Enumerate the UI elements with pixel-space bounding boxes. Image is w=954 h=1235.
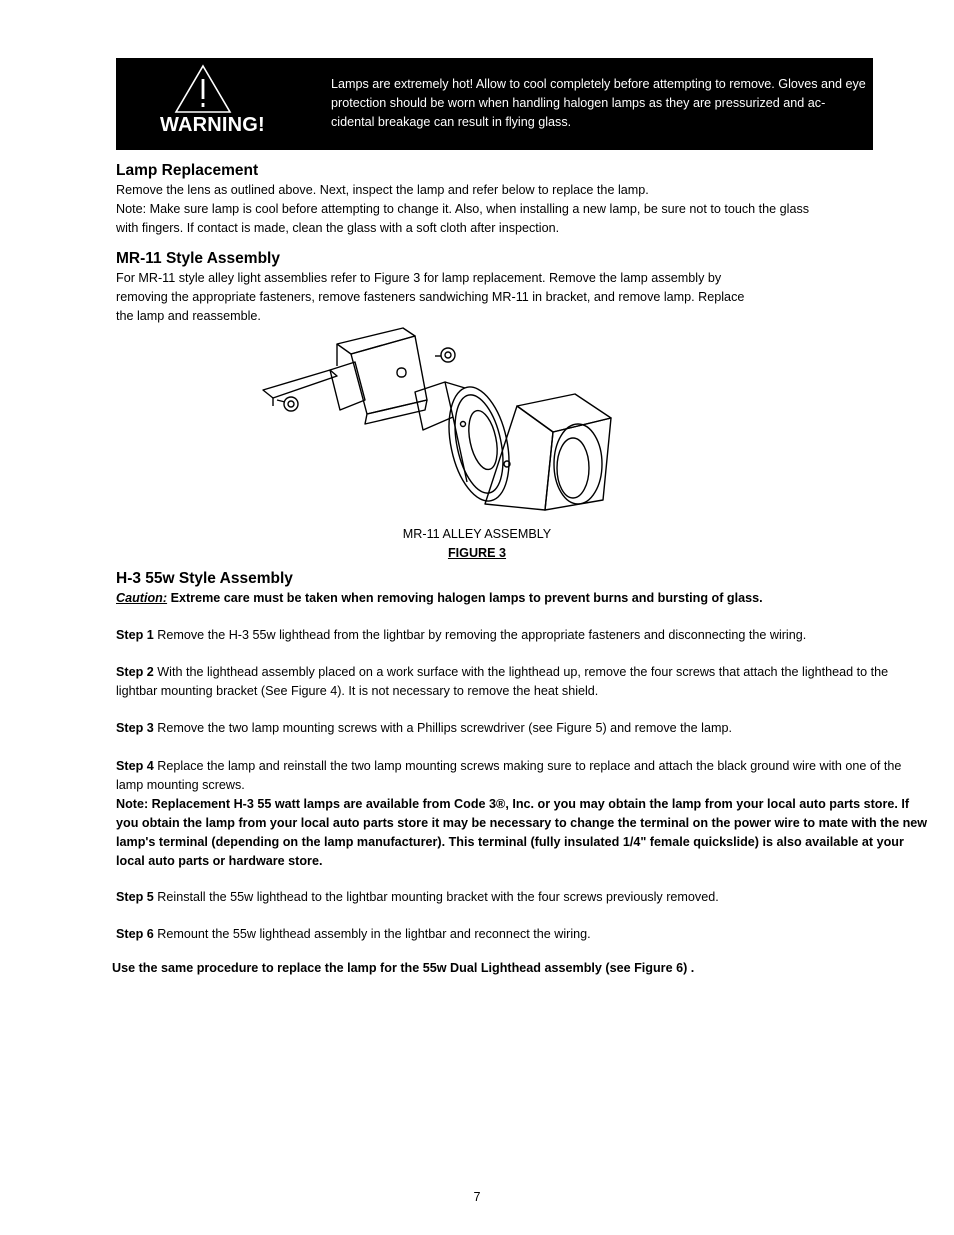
replacement-note: Note: Replacement H-3 55 watt lamps are available from Code 3®, Inc. or you may obtain the lamp from your local auto parts store. If you obtain the lamp from your local auto parts store it may be necessary to change the terminal on the power wire to mate with the new lamp's terminal (depending on the lamp manufacturer). This terminal (fully insulated 1/4" female quickslide) is also available at your local auto parts or hardware store.: [116, 797, 928, 868]
step-1: [116, 626, 926, 645]
lamp-replacement-heading: Lamp Replacement: [116, 162, 259, 179]
step-5: [116, 888, 926, 907]
step-label: Step 2: [116, 665, 154, 679]
step-text: Remount the 55w lighthead assembly in the lightbar and reconnect the wiring.: [153, 927, 591, 941]
step-4: [116, 757, 926, 795]
warning-text: Lamps are extremely hot! Allow to cool completely before attempting to remove. Gloves and eye protection should be worn when handling halogen lamps as they are pressurized and ac-cidental breakage can result in flying glass.: [331, 77, 866, 129]
caution-note: [116, 591, 763, 605]
warning-triangle-icon: [174, 64, 232, 114]
warning-banner: [116, 58, 873, 150]
step-text: Remove the H-3 55w lighthead from the lightbar by removing the appropriate fasteners and disconnecting the wiring.: [153, 628, 807, 642]
step-label: Step 4: [116, 759, 154, 773]
caution-text: Extreme care must be taken when removing halogen lamps to prevent burns and bursting of glass.: [167, 591, 763, 605]
lamp-replacement-line: Remove the lens as outlined above. Next, inspect the lamp and refer below to replace the lamp.: [116, 183, 649, 197]
dual-lighthead-note: Use the same procedure to replace the lamp for the 55w Dual Lighthead assembly (see Figure 6) .: [112, 961, 695, 975]
page-number: 7: [473, 1190, 481, 1204]
step-text: Remove the two lamp mounting screws with a Phillips screwdriver (see Figure 5) and remove the lamp.: [153, 721, 732, 735]
step-text: Reinstall the 55w lighthead to the lightbar mounting bracket with the four screws previously removed.: [153, 890, 719, 904]
mr11-text: [116, 269, 744, 326]
figure-label: FIGURE 3: [447, 546, 507, 560]
step-label: Step 5: [116, 890, 154, 904]
warning-title: WARNING!: [160, 114, 265, 136]
lamp-replacement-text: [116, 181, 809, 238]
step-label: Step 3: [116, 721, 154, 735]
caution-label: Caution:: [116, 591, 168, 605]
figure-caption: MR-11 ALLEY ASSEMBLY: [402, 527, 552, 541]
step-3: [116, 719, 926, 738]
mr11-heading: MR-11 Style Assembly: [116, 250, 280, 267]
step-6: [116, 925, 926, 944]
mr11-alley-assembly-illustration: [255, 322, 620, 522]
mr11-line: the lamp and reassemble.: [116, 309, 261, 323]
lamp-replacement-line: with fingers. If contact is made, clean the glass with a soft cloth after inspection.: [116, 221, 560, 235]
mr11-line: For MR-11 style alley light assemblies refer to Figure 3 for lamp replacement. Remove the lamp assembly by: [116, 271, 722, 285]
step-text: With the lighthead assembly placed on a work surface with the lighthead up, remove the four screws that attach the lighthead to the lightbar mounting bracket (See Figure 4). It is not necessary to remove the heat shield.: [116, 665, 889, 698]
step-text: Replace the lamp and reinstall the two lamp mounting screws making sure to replace and attach the black ground wire with one of the lamp mounting screws.: [116, 759, 902, 792]
mr11-line: removing the appropriate fasteners, remove fasteners sandwiching MR-11 in bracket, and remove lamp. Replace: [116, 290, 745, 304]
step-label: Step 1: [116, 628, 154, 642]
h3-heading: H-3 55w Style Assembly: [116, 570, 293, 587]
lamp-replacement-line: Note: Make sure lamp is cool before attempting to change it. Also, when installing a new lamp, be sure not to touch the glass: [116, 202, 810, 216]
step-label: Step 6: [116, 927, 154, 941]
step-2: [116, 663, 926, 701]
